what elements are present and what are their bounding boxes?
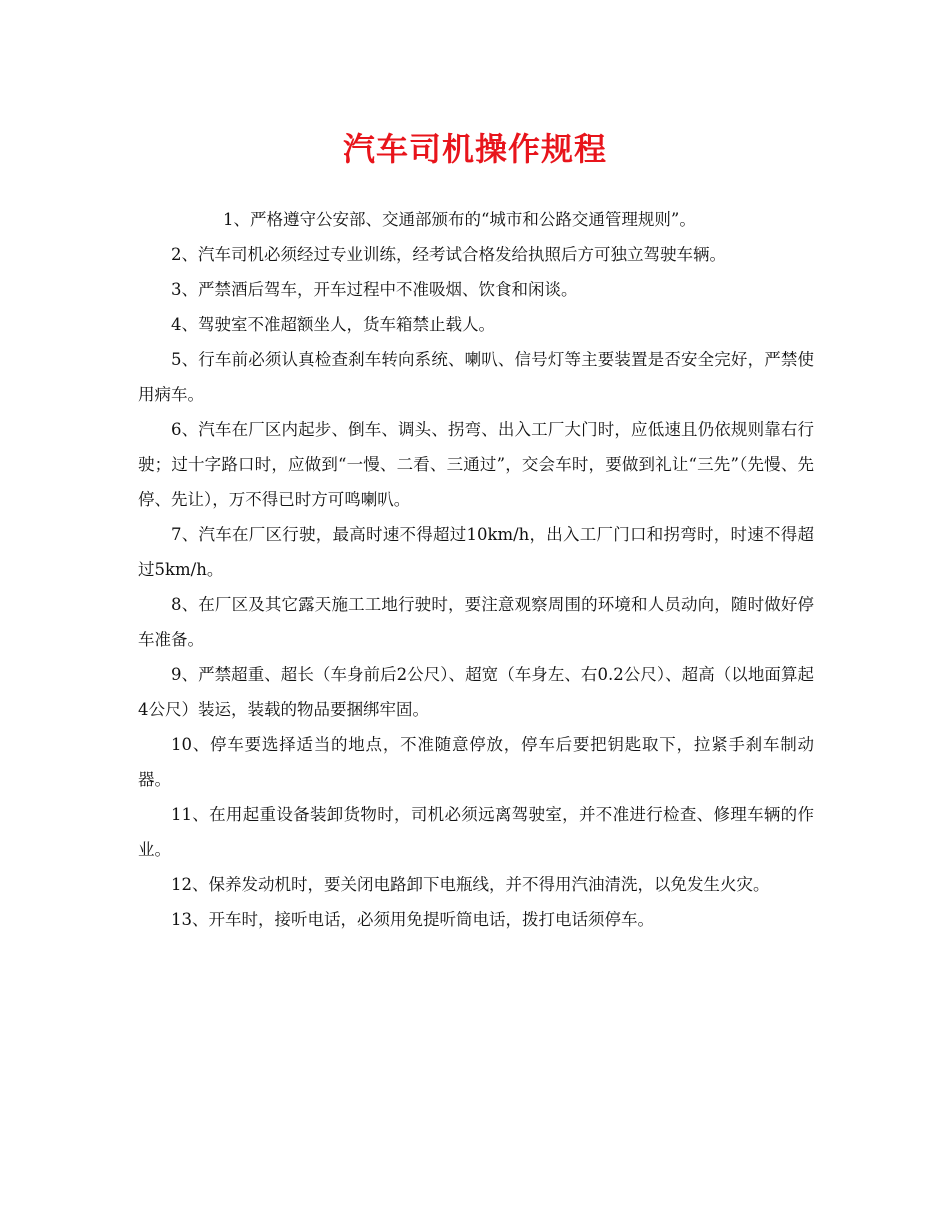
rule-item: 3、严禁酒后驾车，开车过程中不准吸烟、饮食和闲谈。 [171, 280, 578, 299]
rule-item: 13、开车时，接听电话，必须用免提听筒电话，拨打电话须停车。 [171, 910, 654, 929]
rule-item: 5、行车前必须认真检查刹车转向系统、喇叭、信号灯等主要装置是否安全完好，严禁使用病车。 [138, 350, 814, 404]
rule-item: 12、保养发动机时，要关闭电路卸下电瓶线，并不得用汽油清洗，以免发生火灾。 [171, 875, 770, 894]
rule-item: 8、在厂区及其它露天施工工地行驶时，要注意观察周围的环境和人员动向，随时做好停车准备。 [138, 595, 814, 649]
rules-list [138, 202, 814, 937]
rule-item: 7、汽车在厂区行驶，最高时速不得超过10km/h，出入工厂门口和拐弯时，时速不得超过5km/h。 [138, 525, 814, 579]
rule-item: 2、汽车司机必须经过专业训练，经考试合格发给执照后方可独立驾驶车辆。 [171, 245, 726, 264]
rule-item: 6、汽车在厂区内起步、倒车、调头、拐弯、出入工厂大门时，应低速且仍依规则靠右行驶；过十字路口时，应做到“一慢、二看、三通过”，交会车时，要做到礼让“三先”（先慢、先停、先让），万不得已时方可鸣喇叭。 [138, 420, 814, 509]
rule-item: 4、驾驶室不准超额坐人，货车箱禁止载人。 [171, 315, 495, 334]
rule-item: 9、严禁超重、超长（车身前后2公尺）、超宽（车身左、右0.2公尺）、超高（以地面算起4公尺）装运，装载的物品要捆绑牢固。 [138, 665, 814, 719]
rule-item: 11、在用起重设备装卸货物时，司机必须远离驾驶室，并不准进行检查、修理车辆的作业。 [138, 805, 814, 859]
document-title: 汽车司机操作规程 [342, 130, 607, 168]
rule-item: 10、停车要选择适当的地点，不准随意停放，停车后要把钥匙取下，拉紧手刹车制动器。 [138, 735, 814, 789]
rule-item: 1、严格遵守公安部、交通部颁布的“城市和公路交通管理规则”。 [223, 210, 696, 229]
